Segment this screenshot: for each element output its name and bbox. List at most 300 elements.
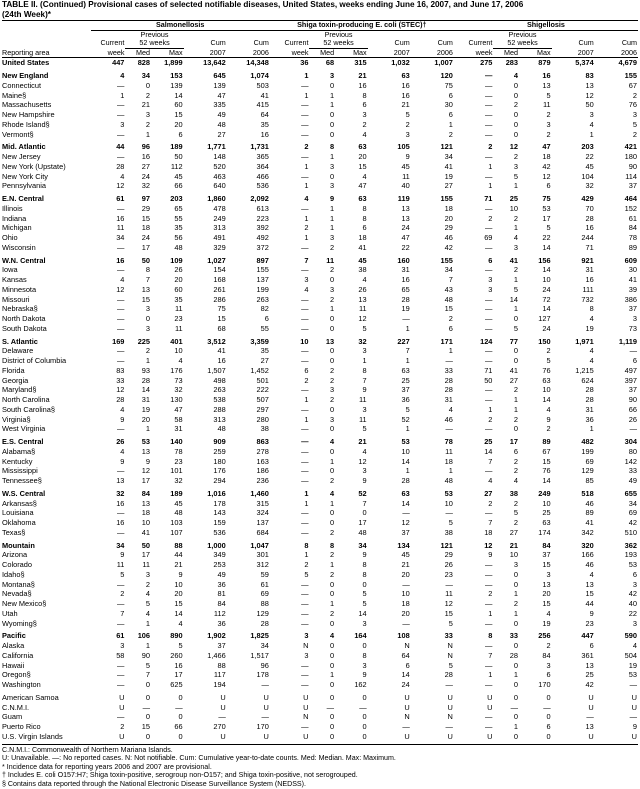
table-row [2,204,638,214]
reporting-area-cell: West Virginia [2,424,46,434]
table-row [2,81,638,91]
value-cell: 1 [329,152,335,162]
value-cell: 3 [488,284,493,294]
value-cell: 1 [304,498,309,508]
value-cell: — [117,670,125,680]
value-cell: 27 [509,375,519,385]
table-row [2,100,638,110]
group-shigellosis: Shigellosis [454,21,638,31]
value-cell: 41 [628,275,637,285]
value-cell: — [485,223,493,233]
weeks52-label: 52 weeks [309,39,367,48]
value-cell: 114 [625,171,637,181]
med-label: Med [504,48,519,57]
value-cell: 21 [401,100,410,110]
value-cell: 6 [448,90,453,100]
value-cell: 2 [513,466,519,476]
value-cell: 43 [444,284,453,294]
value-cell: 491 [213,233,226,243]
value-cell: 37 [401,527,410,537]
value-cell: 56 [174,233,183,243]
reporting-area-cell: Missouri [2,294,30,304]
value-cell: 143 [213,508,226,518]
value-cell: 4 [145,608,151,618]
value-cell: 11 [358,414,367,424]
value-cell: 129 [256,608,269,618]
reporting-area-cell: Illinois [2,203,23,213]
value-cell: 270 [213,722,226,732]
value-cell: 9 [632,722,637,732]
value-cell: 155 [624,71,637,81]
value-cell: 10 [444,498,453,508]
reporting-area-cell: Indiana [2,213,27,223]
value-cell: 909 [213,437,226,447]
value-cell: U [220,692,226,702]
table-row [2,703,638,713]
value-cell: 2 [329,242,335,252]
value-cell: 8 [362,569,367,579]
value-cell: 17 [141,476,151,486]
value-cell: 1 [304,90,309,100]
value-cell: 76 [542,466,551,476]
value-cell: 41 [141,527,151,537]
value-cell: — [301,446,309,456]
value-cell: 27 [444,181,453,191]
value-cell: 34 [444,152,453,162]
region-row [2,58,638,68]
value-cell: U [588,692,594,702]
footnote-line: § Contains data reported through the National Electronic Disease Surveillance System (NEDSS). [2,780,306,788]
value-cell: 5 [448,518,453,528]
table-row [2,356,638,366]
value-cell: 156 [538,255,551,265]
reporting-area-cell: Arkansas§ [2,498,37,508]
value-cell: 0 [329,712,335,722]
weeks52-label: 52 weeks [493,39,551,48]
value-cell: 261 [213,284,226,294]
value-cell: 921 [581,255,594,265]
value-cell: 4 [589,569,594,579]
value-cell: — [117,129,125,139]
value-cell: 12 [509,142,519,152]
value-cell: 392 [256,223,269,233]
value-cell: 2 [632,129,637,139]
value-cell: 447 [112,58,125,68]
value-cell: 3 [362,404,367,414]
value-cell: 34 [444,265,453,275]
value-cell: — [117,152,125,162]
value-cell: — [117,304,125,314]
value-cell: 35 [260,346,269,356]
value-cell: 1,032 [391,58,410,68]
value-cell: 8 [488,631,493,641]
reporting-area-cell: Tennessee§ [2,476,42,486]
value-cell: 81 [217,589,226,599]
reporting-area-cell: W.S. Central [2,488,46,498]
value-cell: 1,771 [207,142,226,152]
value-cell: 12 [444,599,453,609]
year-2006-label: 2006 [621,48,637,57]
reporting-area-cell: Rhode Island§ [2,119,50,129]
value-cell: 447 [581,631,594,641]
value-cell: 1 [513,304,519,314]
group-salmonellosis: Salmonellosis [91,21,270,31]
value-cell: — [485,346,493,356]
value-cell: 1 [304,213,309,223]
value-cell: 0 [329,692,335,702]
value-cell: 63 [401,365,410,375]
value-cell: 37 [628,304,637,314]
value-cell: 76 [542,365,551,375]
value-cell: 36 [217,618,226,628]
value-cell: 14 [542,476,551,486]
value-cell: 44 [174,550,183,560]
value-cell: — [485,100,493,110]
value-cell: 42 [542,161,551,171]
value-cell: 3 [145,323,151,333]
value-cell: 11 [174,304,183,314]
value-cell: 879 [538,58,551,68]
value-cell: N [404,712,410,722]
value-cell: 121 [440,540,453,550]
value-cell: 1 [304,161,309,171]
value-cell: — [629,424,637,434]
value-cell: 2 [546,641,551,651]
value-cell: U [588,731,594,741]
reporting-area-cell: E.S. Central [2,437,44,447]
reporting-area-cell: South Carolina§ [2,404,56,414]
value-cell: 3 [513,560,519,570]
reporting-area-cell: New England [2,71,49,81]
value-cell: 397 [624,375,637,385]
value-cell: 4 [120,171,125,181]
value-cell: 96 [260,660,269,670]
value-cell: 28 [585,385,594,395]
value-cell: U [220,731,226,741]
value-cell: 498 [213,375,226,385]
value-cell: 13,642 [203,58,226,68]
value-cell: 22 [542,233,551,243]
table-row [2,120,638,130]
reporting-area-cell: Montana§ [2,579,35,589]
value-cell: 6 [589,641,594,651]
table-row [2,366,638,376]
value-cell: 1,899 [164,58,183,68]
value-cell: 286 [213,294,226,304]
value-cell: 421 [624,142,637,152]
value-cell: 7 [488,456,493,466]
value-cell: 48 [217,424,226,434]
value-cell: 8 [145,265,151,275]
value-cell: 42 [628,589,637,599]
reporting-area-cell: Alaska [2,641,25,651]
reporting-area-cell: Ohio [2,233,18,243]
value-cell: 4 [362,171,367,181]
value-cell: 14 [542,304,551,314]
value-cell: 75 [217,304,226,314]
reporting-area-label: Reporting area [2,48,50,57]
value-cell: 14 [358,608,367,618]
value-cell: 1,452 [250,365,269,375]
value-cell: 5 [145,660,151,670]
value-cell: — [301,323,309,333]
value-cell: 14 [509,294,519,304]
value-cell: 14 [401,456,410,466]
value-cell: 5 [362,589,367,599]
value-cell: 1 [513,670,519,680]
value-cell: — [485,579,493,589]
value-cell: 39 [628,284,637,294]
value-cell: — [485,385,493,395]
value-cell: 2 [448,314,453,324]
value-cell: 186 [256,466,269,476]
value-cell: 10 [401,446,410,456]
value-cell: 33 [444,365,453,375]
value-cell: 4 [178,356,183,366]
value-cell: 17 [358,518,367,528]
value-cell: — [485,680,493,690]
value-cell: 108 [397,631,410,641]
value-cell: 0 [362,712,367,722]
value-cell: 2 [329,608,335,618]
value-cell: — [301,508,309,518]
value-cell: N [447,641,453,651]
table-row [2,214,638,224]
value-cell: 1 [589,424,594,434]
value-cell: 684 [256,527,269,537]
value-cell: 0 [513,731,519,741]
reporting-area-cell: Minnesota [2,284,37,294]
cum-label: Cum [394,39,410,48]
value-cell: U [631,731,637,741]
value-cell: — [485,242,493,252]
value-cell: 0 [513,119,519,129]
value-cell: — [485,80,493,90]
value-cell: 69 [484,233,493,243]
value-cell: 32 [174,385,183,395]
table-row [2,457,638,467]
value-cell: — [117,203,125,213]
value-cell: 2 [329,395,335,405]
value-cell: 155 [440,194,453,204]
value-cell: 189 [170,488,183,498]
reporting-area-cell: Arizona [2,550,28,560]
value-cell: 16 [401,275,410,285]
value-cell: 63 [542,518,551,528]
value-cell: 249 [213,213,226,223]
value-cell: 47 [542,142,551,152]
value-cell: 41 [217,346,226,356]
reporting-area-cell: Guam [2,712,23,722]
value-cell: 0 [513,80,519,90]
table-row [2,152,638,162]
value-cell: 45 [401,550,410,560]
value-cell: 222 [256,385,269,395]
reporting-area-cell: Oregon§ [2,670,31,680]
value-cell: 18 [444,203,453,213]
value-cell: 48 [358,527,367,537]
value-cell: — [301,424,309,434]
value-cell: 9 [120,550,125,560]
value-cell: 497 [624,365,637,375]
value-cell: 71 [484,194,493,204]
value-cell: 24 [401,223,410,233]
value-cell: 24 [542,284,551,294]
value-cell: 71 [585,242,594,252]
value-cell: 4 [120,446,125,456]
value-cell: 3 [513,242,519,252]
value-cell: 1,825 [250,631,269,641]
value-cell: 16 [141,152,151,162]
value-cell: 3 [145,569,151,579]
value-cell: 11 [116,223,125,233]
value-cell: 3 [304,631,309,641]
reporting-area-cell: Iowa [2,265,18,275]
value-cell: — [402,722,410,732]
value-cell: 38 [509,488,519,498]
region-row [2,256,638,266]
value-cell: 12 [358,314,367,324]
footnote-line: * Incidence data for reporting years 2006 and 2007 are provisional. [2,762,212,771]
value-cell: 4 [589,314,594,324]
value-cell: 4 [120,71,125,81]
value-cell: 466 [256,171,269,181]
table-row [2,609,638,619]
value-cell: 1,971 [575,336,594,346]
value-cell: — [485,294,493,304]
value-cell: 1 [145,356,151,366]
value-cell: 2 [329,375,335,385]
value-cell: — [301,404,309,414]
value-cell: 50 [141,540,151,550]
value-cell: 7 [120,608,125,618]
value-cell: 64 [401,650,410,660]
value-cell: 42 [444,242,453,252]
value-cell: U [447,731,453,741]
value-cell: 25 [509,194,519,204]
value-cell: 5 [178,641,183,651]
value-cell: 16 [401,90,410,100]
value-cell: 15 [141,294,151,304]
value-cell: 28 [585,213,594,223]
value-cell: 13 [542,579,551,589]
value-cell: U [588,702,594,712]
value-cell: 2 [513,265,519,275]
value-cell: 1 [329,560,335,570]
reporting-area-cell: Nebraska§ [2,304,38,314]
value-cell: 10 [542,498,551,508]
value-cell: 1 [145,618,151,628]
value-cell: 236 [256,476,269,486]
value-cell: 1,507 [207,365,226,375]
reporting-area-cell: Maine§ [2,90,27,100]
value-cell: — [485,265,493,275]
value-cell: 365 [256,152,269,162]
value-cell: 0 [329,314,335,324]
value-cell: 127 [538,314,551,324]
value-cell: 166 [581,550,594,560]
value-cell: 3 [329,161,335,171]
value-cell: 19 [585,323,594,333]
value-cell: — [117,314,125,324]
value-cell: 10 [174,579,183,589]
value-cell: 18 [484,527,493,537]
value-cell: 1 [513,608,519,618]
table-row [2,172,638,182]
value-cell: 0 [145,314,151,324]
value-cell: 53 [141,437,151,447]
value-cell: 34 [260,641,269,651]
value-cell: — [485,71,493,81]
table-row [2,233,638,243]
value-cell: 84 [628,223,637,233]
value-cell: — [117,527,125,537]
value-cell: 45 [585,161,594,171]
value-cell: 6 [513,446,519,456]
value-cell: 4 [546,608,551,618]
value-cell: 3 [589,110,594,120]
value-cell: 8 [362,90,367,100]
value-cell: 88 [260,599,269,609]
value-cell: 61 [628,213,637,223]
value-cell: 13 [585,722,594,732]
value-cell: 14,348 [246,58,269,68]
value-cell: 5 [405,404,410,414]
value-cell: 46 [444,233,453,243]
value-cell: 2 [546,110,551,120]
value-cell: 9 [362,476,367,486]
region-row [2,194,638,204]
value-cell: 1,074 [250,71,269,81]
value-cell: 1 [304,550,309,560]
value-cell: 313 [213,223,226,233]
value-cell: 50 [174,152,183,162]
value-cell: 0 [329,110,335,120]
value-cell: 503 [256,80,269,90]
value-cell: — [485,203,493,213]
value-cell: 0 [329,446,335,456]
value-cell: 27 [509,527,519,537]
value-cell: 0 [329,579,335,589]
value-cell: 29 [444,550,453,560]
value-cell: 3 [632,579,637,589]
value-cell: U [263,702,269,712]
value-cell: 13 [325,336,335,346]
value-cell: — [629,346,637,356]
value-cell: 66 [628,404,637,414]
value-cell: 342 [581,527,594,537]
value-cell: 3 [329,71,335,81]
value-cell: — [402,579,410,589]
value-cell: 1,007 [434,58,453,68]
value-cell: — [485,641,493,651]
value-cell: 171 [440,336,453,346]
reporting-area-cell: Michigan [2,223,32,233]
value-cell: 18 [401,599,410,609]
reporting-area-cell: Utah [2,608,18,618]
region-row [2,337,638,347]
value-cell: 32 [116,488,125,498]
value-cell: 11 [116,560,125,570]
value-cell: 199 [581,446,594,456]
value-cell: 283 [505,58,519,68]
value-cell: 16 [358,80,367,90]
value-cell: 61 [260,579,269,589]
value-cell: 33 [628,466,637,476]
value-cell: 90 [628,395,637,405]
value-cell: 2 [513,456,519,466]
value-cell: U [119,692,125,702]
